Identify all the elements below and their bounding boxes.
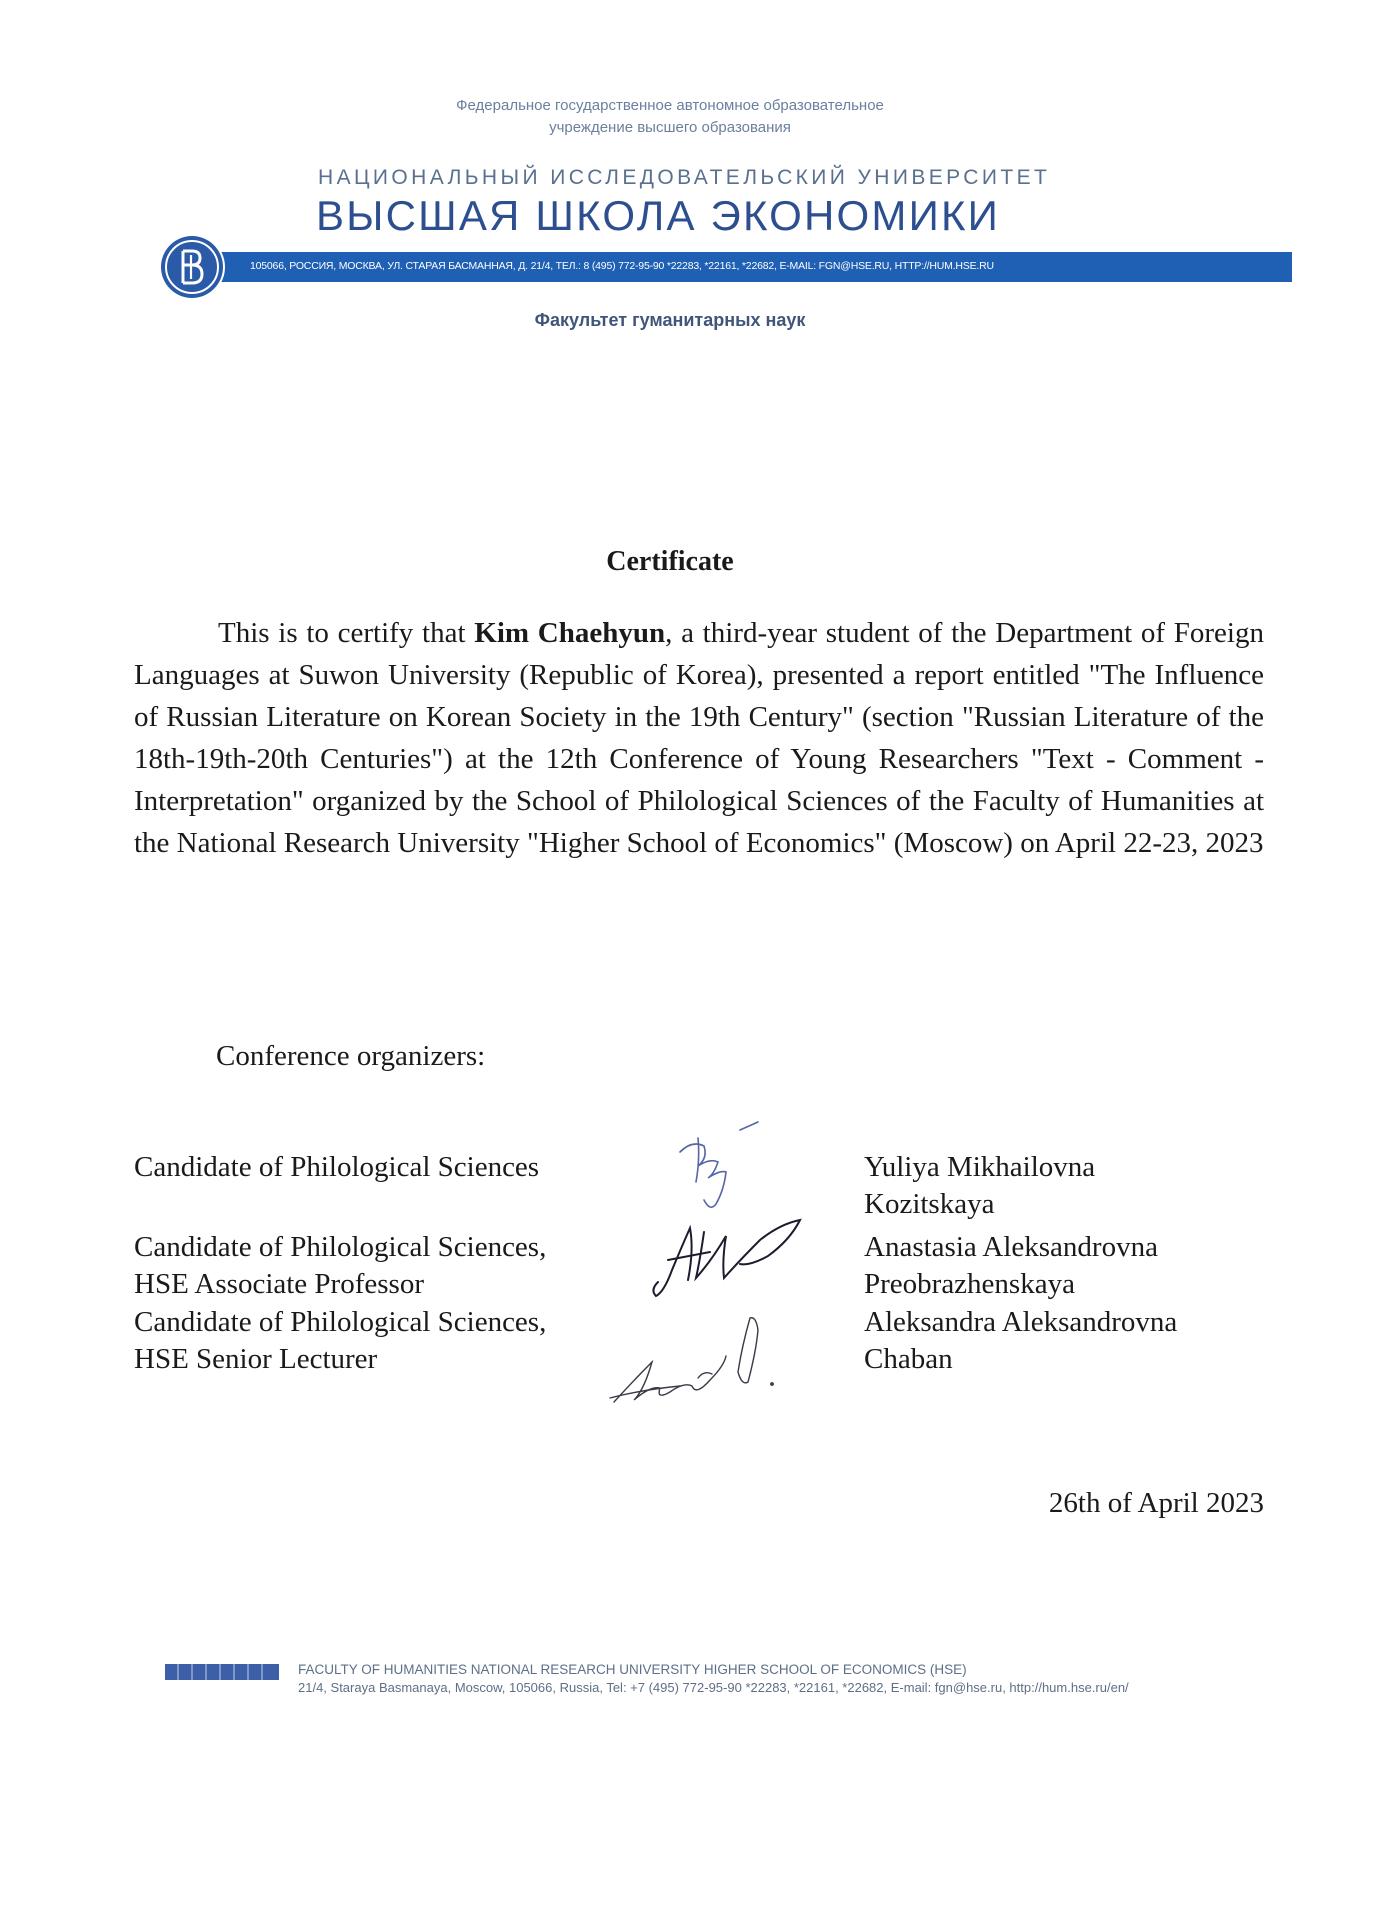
organizer-1-position: [134, 1149, 634, 1186]
organizer-1-position-line1: Candidate of Philological Sciences: [134, 1151, 540, 1183]
organizer-3-name: [864, 1304, 1264, 1378]
organizer-3-position: [134, 1304, 634, 1378]
university-line: НАЦИОНАЛЬНЫЙ ИССЛЕДОВАТЕЛЬСКИЙ УНИВЕРСИТЕТ: [318, 166, 1051, 189]
organizer-1-name-line1: Yuliya Mikhailovna: [864, 1151, 1096, 1183]
certificate-text: [134, 612, 1264, 864]
organizer-2-name-line2: Preobrazhenskaya: [864, 1268, 1075, 1300]
organizer-2-name-line1: Anastasia Aleksandrovna: [864, 1231, 1158, 1263]
signature-2: [653, 1220, 800, 1296]
organizer-3-position-line1: Candidate of Philological Sciences,: [134, 1306, 547, 1338]
footer-bar: [165, 1664, 279, 1680]
organizer-3-name-line1: Aleksandra Aleksandrovna: [864, 1306, 1178, 1338]
organizer-1-name-line2: Kozitskaya: [864, 1188, 995, 1220]
certificate-body: , a third-year student of the Department of Foreign Languages at Suwon University (Republic of Korea), presented a report entitled "The Influence of Russian Literature on Korean Society in the 19th Century" (section "Russian Literature of the 18th-19th-20th Centuries") at the 12th Conference of Young Researchers "Text - Comment - Interpretation" organized by the School of Philological Sciences of the Faculty of Humanities at the National Research University "Higher School of Economics" (Moscow) on April 22-23, 2023: [134, 617, 1264, 859]
footer-line-1: FACULTY OF HUMANITIES NATIONAL RESEARCH UNIVERSITY HIGHER SCHOOL OF ECONOMICS (HSE): [298, 1662, 967, 1677]
footer-line-2: 21/4, Staraya Basmanaya, Moscow, 105066, Russia, Tel: +7 (495) 772-95-90 *22283, *22161, *22682, E-mail: fgn@hse.ru, http://hum.hse.ru/en/: [298, 1680, 1129, 1695]
certificate-intro: This is to certify that: [218, 617, 475, 649]
hse-logo-icon: [158, 233, 226, 301]
organizer-2-name: [864, 1229, 1264, 1303]
hse-name: ВЫСШАЯ ШКОЛА ЭКОНОМИКИ: [316, 192, 1001, 239]
signatures: [600, 1100, 840, 1420]
student-name: Kim Chaehyun: [474, 617, 666, 649]
faculty-name: Факультет гуманитарных наук: [534, 310, 806, 330]
organizer-3-position-line2: HSE Senior Lecturer: [134, 1343, 378, 1375]
organizers-heading: Conference organizers:: [216, 1040, 486, 1072]
federal-line-2: учреждение высшего образования: [549, 119, 791, 136]
certificate-title: Certificate: [606, 546, 734, 577]
federal-line-1: Федеральное государственное автономное образовательное: [456, 97, 884, 114]
address-bar-text: 105066, РОССИЯ, МОСКВА, УЛ. СТАРАЯ БАСМАННАЯ, Д. 21/4, ТЕЛ.: 8 (495) 772-95-90 *22283, *22161, *22682, E-MAIL: FGN@HSE.RU, HTTP://HUM.HSE.RU: [250, 260, 994, 272]
organizer-1-name: [864, 1149, 1264, 1223]
organizer-2-position-line1: Candidate of Philological Sciences,: [134, 1231, 547, 1263]
organizer-3-name-line2: Chaban: [864, 1343, 953, 1375]
organizer-2-position: [134, 1229, 634, 1303]
signature-1: [680, 1122, 758, 1207]
signature-3: [610, 1318, 773, 1402]
organizer-2-position-line2: HSE Associate Professor: [134, 1268, 424, 1300]
certificate-date: 26th of April 2023: [1048, 1487, 1264, 1519]
